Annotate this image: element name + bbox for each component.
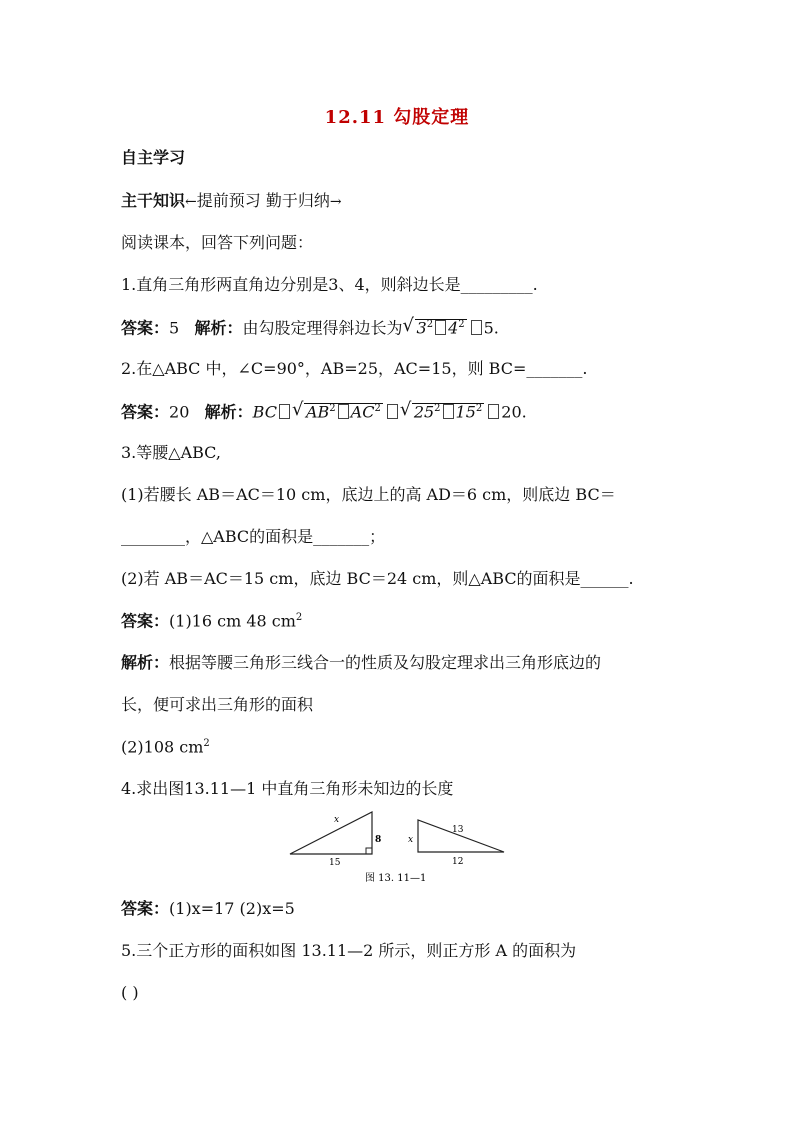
triangle-2-hyp-label: 13 [452, 825, 464, 835]
missing-symbol-box [435, 320, 446, 335]
intro-text: 阅读课本，回答下列问题： [121, 233, 314, 252]
question-5-choice: ( ) [121, 983, 139, 1002]
main-knowledge-text: 提前预习 勤于归纳 [196, 191, 330, 210]
analysis-label: 解析： [121, 653, 170, 672]
main-knowledge-label: 主干知识 [121, 191, 186, 210]
triangle-1-side-label: 8 [375, 835, 382, 845]
question-4: 4.求出图13.11—1 中直角三角形未知边的长度 [121, 779, 454, 798]
answer-3: 答案：(1)16 cm 48 $cm^2$ [121, 611, 303, 631]
triangle-2-base-label: 12 [452, 857, 464, 867]
missing-symbol-box [471, 320, 482, 335]
triangle-1-base-label: 15 [329, 858, 341, 868]
question-1: 1.直角三角形两直角边分别是3、4，则斜边长是_________. [121, 275, 538, 294]
answer-label: 答案： [121, 402, 170, 422]
answer-4 [121, 901, 295, 917]
missing-symbol-box [387, 404, 398, 419]
answer-label: 答案： [121, 318, 170, 338]
question-3: 3.等腰△ABC, [121, 443, 221, 462]
right-arrow-icon: → [329, 194, 342, 210]
answer-label: 答案： [121, 611, 170, 631]
answer-2: 答案：20 解析：BC√ $AB^2$ $AC^2√$ $25^2$ $15^2$ 20. [121, 403, 527, 421]
answer-value: 5 [169, 318, 180, 338]
analysis-text: 由勾股定理得斜边长为 [242, 318, 403, 338]
question-3-part-1a: (1)若腰长 AB＝AC＝10 cm，底边上的高 AD＝6 cm，则底边 BC＝ [121, 485, 616, 504]
missing-symbol-box [279, 404, 290, 419]
analysis-label: 解析： [194, 318, 243, 338]
missing-symbol-box [338, 404, 349, 419]
answer-value: (1)16 cm 48 cm [169, 611, 296, 631]
answer-3-analysis [121, 655, 601, 671]
answer-3-part-2: (2)108 $cm^2$ [121, 737, 210, 757]
figure-triangles [280, 808, 520, 888]
sqrt-expression: √ $3^2$ $4^2$ [405, 319, 467, 337]
question-3-part-2: (2)若 AB＝AC＝15 cm，底边 BC＝24 cm，则△ABC的面积是______. [121, 569, 634, 588]
analysis-result: 20. [501, 402, 527, 422]
left-arrow-icon: ← [185, 194, 197, 210]
answer-value: (1)x=17 (2)x=5 [169, 899, 295, 918]
triangle-2 [408, 820, 504, 867]
figure-caption: 图 13. 11—1 [365, 873, 427, 884]
answer-3-analysis-continued: 长，便可求出三角形的面积 [121, 695, 314, 714]
main-knowledge-line [121, 193, 342, 209]
missing-symbol-box [443, 404, 454, 419]
analysis-label: 解析： [204, 402, 253, 422]
answer-label: 答案： [121, 899, 170, 918]
question-2: 2.在△ABC 中，∠C=90°，AB=25，AC=15，则 BC=_______. [121, 359, 588, 378]
missing-symbol-box [488, 404, 499, 419]
sqrt-expression: √ $25^2$ $15^2$ [402, 403, 484, 421]
page-title: 12.11 勾股定理 [324, 107, 470, 128]
sqrt-expression: √ $AB^2$ $AC^2$ [294, 403, 383, 421]
analysis-result: 5. [483, 318, 499, 338]
answer-1 [121, 319, 499, 337]
analysis-text: 根据等腰三角形三线合一的性质及勾股定理求出三角形底边的 [169, 653, 602, 672]
triangle-1-hyp-label: x [334, 815, 340, 825]
question-3-part-1b: ________，△ABC的面积是_______； [121, 527, 386, 546]
triangle-2-side-label: x [408, 835, 414, 845]
question-5: 5.三个正方形的面积如图 13.11—2 所示，则正方形 A 的面积为 [121, 941, 577, 960]
triangle-1 [290, 812, 381, 868]
section-heading: 自主学习 [121, 148, 186, 167]
answer-value: 20 [169, 402, 190, 422]
